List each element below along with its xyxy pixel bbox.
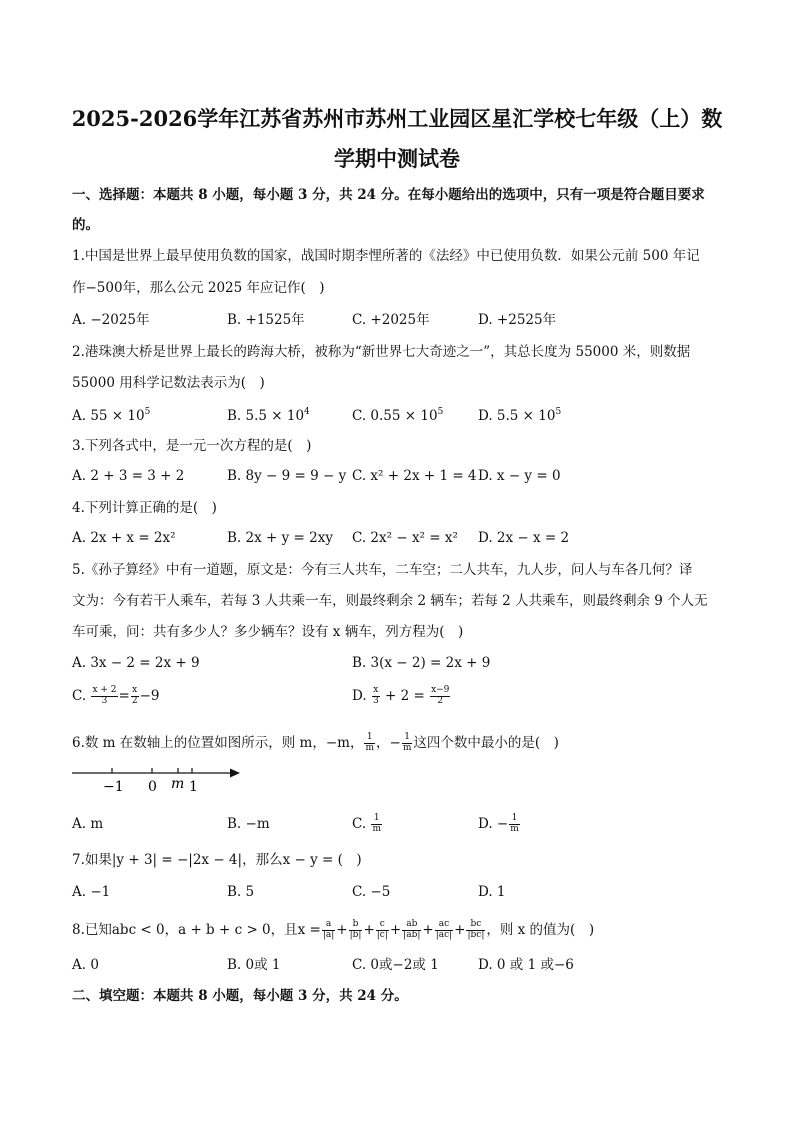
q2-option-c: C. $0.55 \times 10^5$ (352, 407, 444, 424)
exam-title-line2: 学期中测试卷 (334, 146, 460, 171)
q1-option-b: B. +1525年 (227, 312, 305, 328)
number-line-figure (68, 760, 248, 796)
q8-option-c: C. 0或−2或 1 (352, 957, 439, 973)
q5-option-c: C. $\frac{x + 2}{3}$ = $\frac{x}{2}$ −9 (72, 685, 160, 706)
q6-option-c: C. $\frac{1}{m}$ (352, 813, 381, 834)
number-line-arrow (230, 769, 240, 778)
q4-option-c: C. 2x² − x² = x² (352, 530, 458, 546)
q5-option-b: B. 3(x − 2) = 2x + 9 (352, 655, 491, 671)
q2-option-d: D. $5.5 \times 10^5$ (478, 407, 562, 424)
q7-option-d: D. 1 (478, 884, 506, 900)
q1-option-a: A. −2025年 (72, 312, 150, 328)
q7-option-a: A. −1 (72, 884, 111, 900)
q5-text-cont2: 车可乘，问：共有多少人？多少辆车？设有 x 辆车，列方程为( ) (72, 624, 464, 640)
q6-option-b: B. −m (227, 816, 270, 832)
q2-option-b: B. $5.5 \times 10^4$ (227, 407, 310, 424)
q3-option-a: A. 2 + 3 = 3 + 2 (72, 468, 185, 484)
q6-text: 6.数 m 在数轴上的位置如图所示，则 m，−m， $\frac{1}{m}$ ，− $\frac{1}{m}$ 这四个数中最小的是( ) (72, 732, 559, 753)
q8-option-d: D. 0 或 1 或−6 (478, 957, 574, 973)
q4-option-d: D. 2x − x = 2 (478, 530, 570, 546)
axis-label-one: 1 (189, 779, 198, 795)
q3-option-c: C. x² + 2x + 1 = 4 (352, 468, 477, 484)
axis-label-zero: 0 (148, 779, 157, 795)
q7-option-b: B. 5 (227, 884, 255, 900)
section2-heading: 二、填空题：本题共 8 小题，每小题 3 分，共 24 分。 (72, 988, 408, 1004)
q4-option-a: A. 2x + x = 2x² (72, 530, 176, 546)
q6-option-d: D. − $\frac{1}{m}$ (478, 813, 519, 834)
q1-text: 1.中国是世界上最早使用负数的国家，战国时期李悝所著的《法经》中已使用负数．如果公元前 500 年记 (72, 248, 700, 264)
q5-option-d: D. $\frac{x}{3}$ + 2 = $\frac{x-9}{2}$ (352, 685, 450, 706)
section1-heading-cont: 的。 (72, 217, 99, 233)
axis-label-minus-one: −1 (103, 779, 124, 795)
q2-text-cont: 55000 用科学记数法表示为( ) (72, 375, 265, 391)
q5-option-a: A. 3x − 2 = 2x + 9 (72, 655, 200, 671)
q8-text: 8.已知abc < 0，a + b + c > 0，且x = $\frac{a}{|a|}$ + $\frac{b}{|b|}$ + $\frac{c}{|c|}$ + $\frac{ab}{|ab|}$ + $\frac{ac}{|ac|}$ + $\frac{bc}{|bc|}$ ，则 x 的值为( ) (72, 919, 595, 940)
q4-option-b: B. 2x + y = 2xy (227, 530, 333, 546)
q1-option-c: C. +2025年 (352, 312, 430, 328)
q7-option-c: C. −5 (352, 884, 391, 900)
q2-text: 2.港珠澳大桥是世界上最长的跨海大桥，被称为“新世界七大奇迹之一”，其总长度为 55000 米，则数据 (72, 344, 691, 360)
q1-option-d: D. +2525年 (478, 312, 557, 328)
q5-text-cont1: 文为：今有若干人乘车，若每 3 人共乘一车，则最终剩余 2 辆车；若每 2 人共乘车，则最终剩余 9 个人无 (72, 593, 708, 609)
q6-option-a: A. m (72, 816, 104, 832)
q3-text: 3.下列各式中，是一元一次方程的是( ) (72, 438, 312, 454)
axis-label-m: m (171, 776, 185, 792)
q1-text-cont: 作−500年，那么公元 2025 年应记作( ) (72, 280, 325, 296)
exam-title-line1: 2025-2026学年江苏省苏州市苏州工业园区星汇学校七年级（上）数 (71, 106, 723, 131)
section1-heading: 一、选择题：本题共 8 小题，每小题 3 分，共 24 分。在每小题给出的选项中，只有一项是符合题目要求 (72, 187, 705, 203)
q7-text: 7.如果|y + 3| = −|2x − 4|，那么x − y = ( ) (72, 852, 362, 868)
q4-text: 4.下列计算正确的是( ) (72, 500, 217, 516)
q8-option-a: A. 0 (72, 957, 99, 973)
q5-text: 5.《孙子算经》中有一道题，原文是：今有三人共车，二车空；二人共车，九人步，问人与车各几何？译 (72, 562, 693, 578)
q2-option-a: A. $55 \times 10^5$ (72, 407, 151, 424)
q3-option-b: B. 8y − 9 = 9 − y (227, 468, 347, 484)
q3-option-d: D. x − y = 0 (478, 468, 561, 484)
q8-option-b: B. 0或 1 (227, 957, 281, 973)
